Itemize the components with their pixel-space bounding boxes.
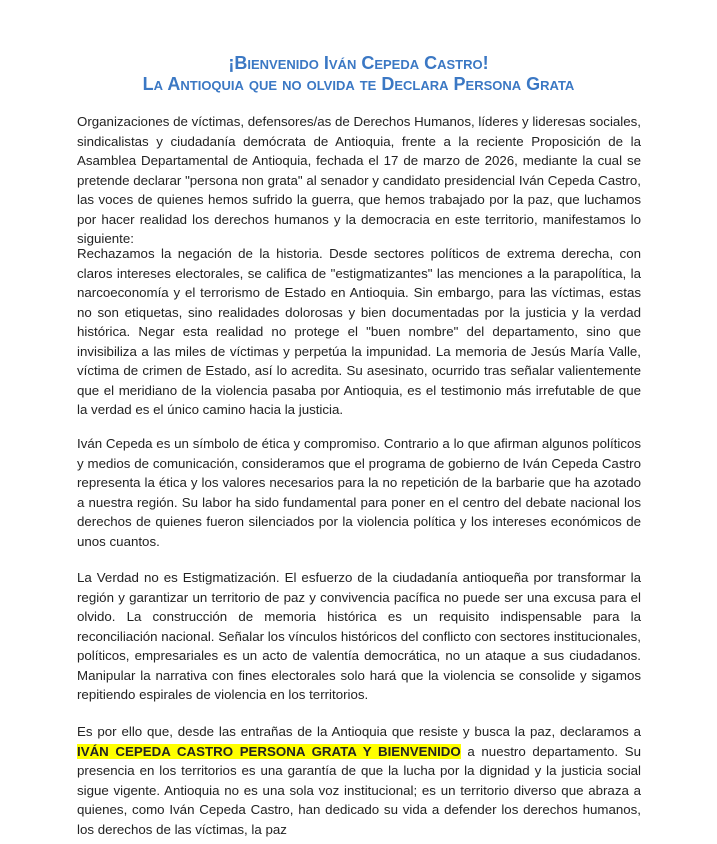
paragraph-truth: La Verdad no es Estigmatización. El esfuerzo de la ciudadanía antioqueña por transformar la región y garantizar un territorio de paz y convivencia pacífica no puede ser una excusa para el olvido. La construcción de memoria histórica es un requisito indispensable para la reconciliación nacional. Señalar los vínculos históricos del conflicto con sectores institucionales, políticos, empresariales es un acto de valentía democrática, no un ataque a sus ciudadanos. Manipular la narrativa con fines electorales solo hará que la violencia se consolide y sigamos repitiendo espirales de violencia en los territorios. xyxy=(77,570,641,702)
declaration-text-after: a nuestro departamento. Su presencia en los territorios es una garantía de que la lucha por la dignidad y la justicia social sigue vigente. Antioquia no es una sola voz institucional; es un territorio diverso que abraza a quienes, como Iván Cepeda Castro, han dedicado su vida a defender los derechos humanos, los derechos de las víctimas, la paz xyxy=(77,743,642,837)
paragraph-declaration xyxy=(77,722,641,839)
paragraph-intro: Organizaciones de víctimas, defensores/as de Derechos Humanos, líderes y lideresas sociales, sindicalistas y ciudadanía demócrata de Antioquia, frente a la reciente Proposición de la Asamblea Departamental de Antioquia, fechada el 17 de marzo de 2026, mediante la cual se pretende declarar "persona non grata" al senador y candidato presidencial Iván Cepeda Castro, las voces de quienes hemos sufrido la guerra, que hemos trabajado por la paz, que luchamos por hacer realidad los derechos humanos y la democracia en este territorio, manifestamos lo siguiente: xyxy=(77,114,641,246)
document-subtitle: La Antioquia que no olvida te Declara Persona Grata xyxy=(142,74,575,94)
document-title: ¡Bienvenido Iván Cepeda Castro! xyxy=(228,53,489,73)
paragraph-history: Rechazamos la negación de la historia. Desde sectores políticos de extrema derecha, con claros intereses electorales, se califica de "estigmatizantes" las menciones a la parapolítica, la narcoeconomía y el terrorismo de Estado en Antioquia. Sin embargo, para las víctimas, estas no son etiquetas, sino realidades dolorosas y bien documentadas por la justicia y la verdad histórica. Negar esta realidad no protege el "buen nombre" del departamento, sino que invisibiliza a las miles de víctimas y perpetúa la impunidad. La memoria de Jesús María Valle, víctima de crimen de Estado, así lo acredita. Su asesinato, ocurrido tras señalar valientemente que el meridiano de la violencia pasaba por Antioquia, es el testimonio más irrefutable de que la verdad es el único camino hacia la justicia. xyxy=(77,246,641,417)
declaration-text-before: Es por ello que, desde las entrañas de la Antioquia que resiste y busca la paz, declaramos a xyxy=(77,724,641,739)
paragraph-ethics: Iván Cepeda es un símbolo de ética y compromiso. Contrario a lo que afirman algunos políticos y medios de comunicación, consideramos que el programa de gobierno de Iván Cepeda Castro representa la ética y los valores necesarios para la no repetición de la barbarie que ha azotado a nuestra región. Su labor ha sido fundamental para poner en el centro del debate nacional los derechos de quienes fueron silenciados por la violencia política y los intereses económicos de unos cuantos. xyxy=(77,436,641,549)
declaration-highlight: IVÁN CEPEDA CASTRO PERSONA GRATA Y BIENVENIDO xyxy=(77,743,461,759)
